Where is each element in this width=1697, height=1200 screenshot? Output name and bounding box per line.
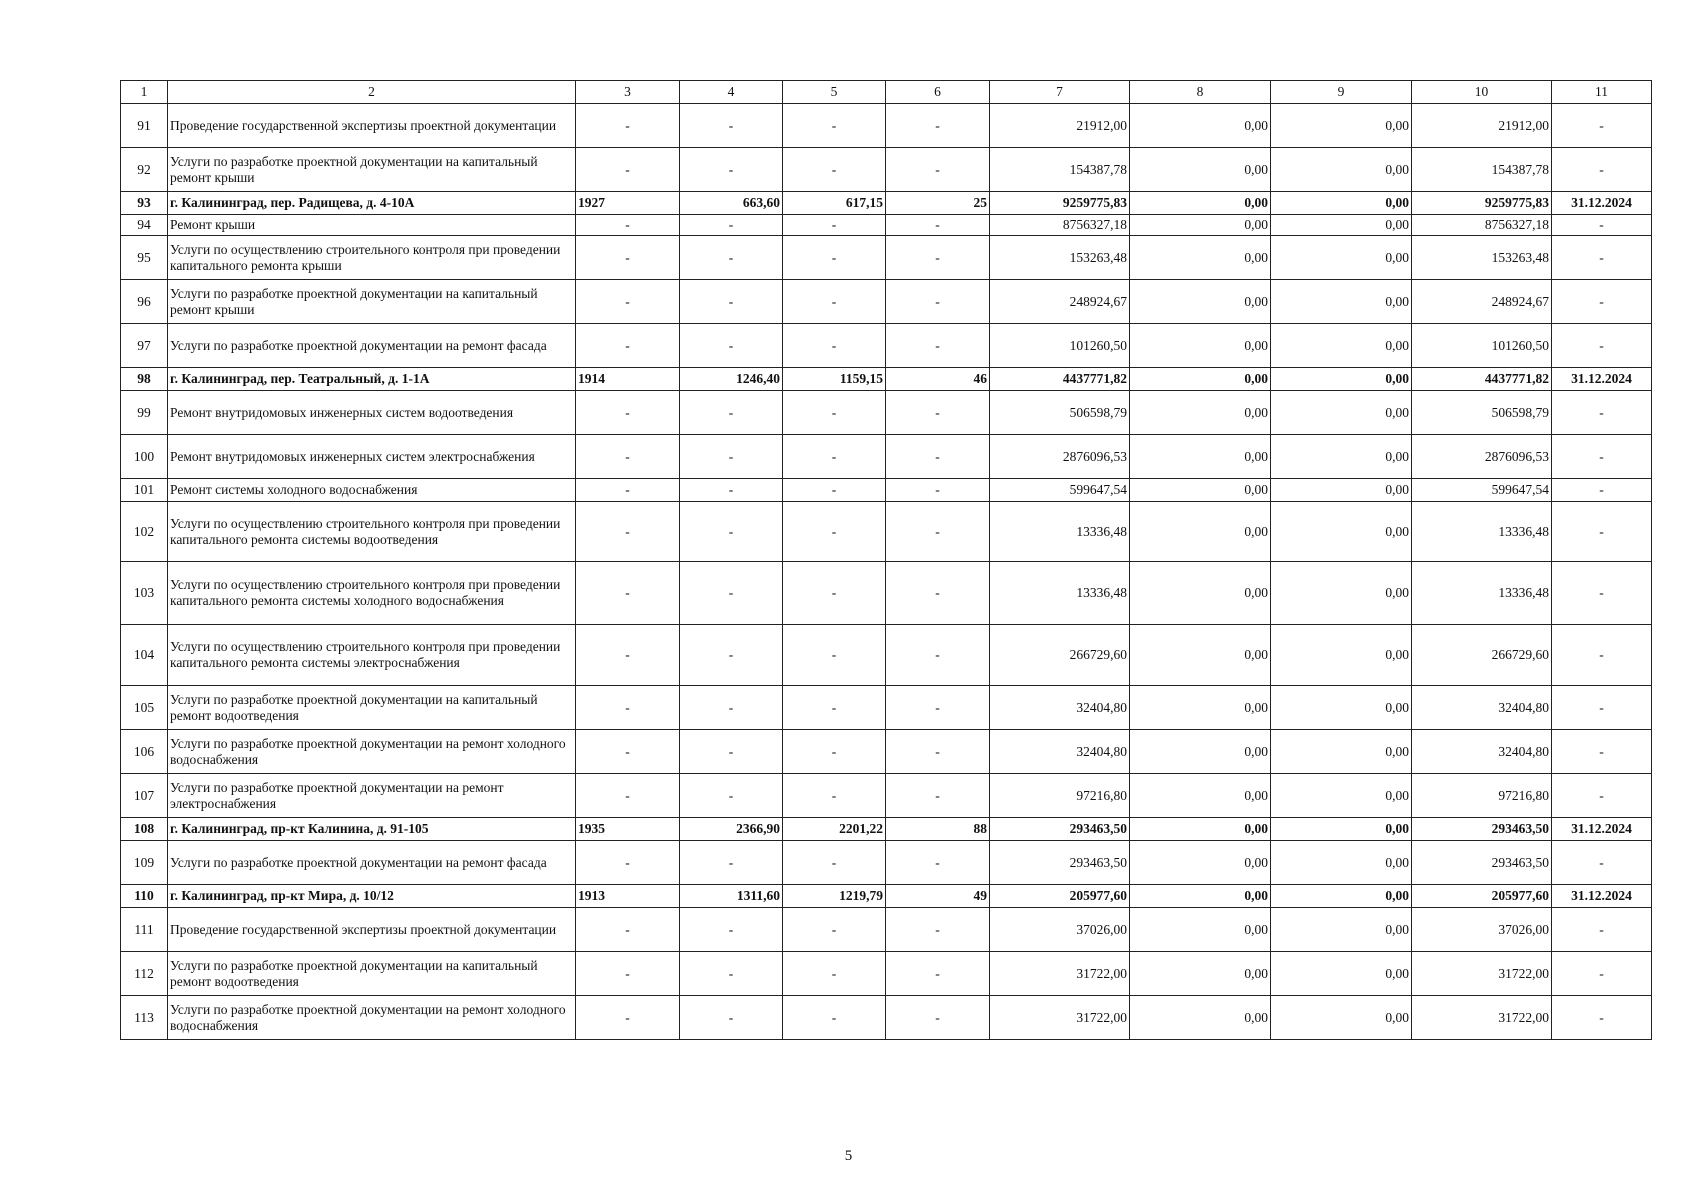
work-description-cell: Услуги по осуществлению строительного контроля при проведении капитального ремонта системы холодного водоснабжения (168, 562, 576, 625)
row-number-cell: 92 (121, 148, 168, 192)
work-description-cell: Услуги по разработке проектной документации на ремонт фасада (168, 324, 576, 368)
cost-col-10-cell: 101260,50 (1412, 324, 1552, 368)
residents-cell: 88 (886, 818, 990, 841)
row-number-cell: 96 (121, 280, 168, 324)
table-row (121, 391, 1652, 435)
row-number-cell: 104 (121, 625, 168, 686)
row-number-cell: 106 (121, 730, 168, 774)
build-year-cell: - (576, 908, 680, 952)
column-header: 3 (576, 81, 680, 104)
cost-col-8-cell: 0,00 (1130, 996, 1271, 1040)
cost-col-9-cell: 0,00 (1271, 686, 1412, 730)
row-number-cell: 105 (121, 686, 168, 730)
build-year-cell: - (576, 215, 680, 236)
cost-col-9-cell: 0,00 (1271, 192, 1412, 215)
build-year-cell: - (576, 996, 680, 1040)
completion-date-cell: - (1552, 324, 1652, 368)
residents-cell: - (886, 391, 990, 435)
residents-cell: - (886, 215, 990, 236)
total-area-cell: - (680, 236, 783, 280)
build-year-cell: - (576, 562, 680, 625)
build-year-cell: 1935 (576, 818, 680, 841)
completion-date-cell: - (1552, 435, 1652, 479)
living-area-cell: - (783, 479, 886, 502)
cost-col-10-cell: 153263,48 (1412, 236, 1552, 280)
total-cost-cell: 599647,54 (990, 479, 1130, 502)
cost-col-10-cell: 2876096,53 (1412, 435, 1552, 479)
cost-col-8-cell: 0,00 (1130, 562, 1271, 625)
completion-date-cell: - (1552, 479, 1652, 502)
cost-col-10-cell: 13336,48 (1412, 562, 1552, 625)
row-number-cell: 101 (121, 479, 168, 502)
completion-date-cell: 31.12.2024 (1552, 368, 1652, 391)
build-year-cell: 1927 (576, 192, 680, 215)
cost-col-8-cell: 0,00 (1130, 730, 1271, 774)
living-area-cell: - (783, 996, 886, 1040)
total-area-cell: - (680, 479, 783, 502)
total-cost-cell: 101260,50 (990, 324, 1130, 368)
residents-cell: - (886, 686, 990, 730)
cost-col-10-cell: 205977,60 (1412, 885, 1552, 908)
living-area-cell: - (783, 391, 886, 435)
living-area-cell: - (783, 841, 886, 885)
column-header: 9 (1271, 81, 1412, 104)
row-number-cell: 94 (121, 215, 168, 236)
residents-cell: - (886, 908, 990, 952)
residents-cell: - (886, 774, 990, 818)
living-area-cell: - (783, 952, 886, 996)
total-area-cell: 2366,90 (680, 818, 783, 841)
total-area-cell: - (680, 908, 783, 952)
total-cost-cell: 154387,78 (990, 148, 1130, 192)
total-area-cell: - (680, 625, 783, 686)
table-row (121, 562, 1652, 625)
work-description-cell: Услуги по разработке проектной документации на ремонт электроснабжения (168, 774, 576, 818)
living-area-cell: 1219,79 (783, 885, 886, 908)
table-row (121, 502, 1652, 562)
row-number-cell: 113 (121, 996, 168, 1040)
work-description-cell: Услуги по разработке проектной документации на ремонт холодного водоснабжения (168, 996, 576, 1040)
completion-date-cell: - (1552, 562, 1652, 625)
residents-cell: - (886, 625, 990, 686)
total-cost-cell: 266729,60 (990, 625, 1130, 686)
cost-col-8-cell: 0,00 (1130, 479, 1271, 502)
table-row (121, 686, 1652, 730)
table-row (121, 908, 1652, 952)
cost-col-8-cell: 0,00 (1130, 686, 1271, 730)
build-year-cell: - (576, 148, 680, 192)
total-cost-cell: 37026,00 (990, 908, 1130, 952)
build-year-cell: 1914 (576, 368, 680, 391)
total-area-cell: - (680, 391, 783, 435)
residents-cell: - (886, 236, 990, 280)
cost-col-9-cell: 0,00 (1271, 215, 1412, 236)
table-row (121, 479, 1652, 502)
page-number: 5 (844, 1148, 853, 1164)
table-row (121, 818, 1652, 841)
cost-col-9-cell: 0,00 (1271, 952, 1412, 996)
cost-col-9-cell: 0,00 (1271, 280, 1412, 324)
completion-date-cell: - (1552, 104, 1652, 148)
completion-date-cell: - (1552, 996, 1652, 1040)
build-year-cell: 1913 (576, 885, 680, 908)
cost-col-8-cell: 0,00 (1130, 391, 1271, 435)
table-row (121, 368, 1652, 391)
total-cost-cell: 9259775,83 (990, 192, 1130, 215)
work-description-cell: Услуги по осуществлению строительного контроля при проведении капитального ремонта системы электроснабжения (168, 625, 576, 686)
column-header: 8 (1130, 81, 1271, 104)
cost-col-8-cell: 0,00 (1130, 435, 1271, 479)
work-description-cell: г. Калининград, пр-кт Мира, д. 10/12 (168, 885, 576, 908)
work-description-cell: г. Калининград, пр-кт Калинина, д. 91-105 (168, 818, 576, 841)
work-description-cell: г. Калининград, пер. Театральный, д. 1-1А (168, 368, 576, 391)
row-number-cell: 110 (121, 885, 168, 908)
cost-col-9-cell: 0,00 (1271, 368, 1412, 391)
table-row (121, 730, 1652, 774)
work-description-cell: Ремонт системы холодного водоснабжения (168, 479, 576, 502)
cost-col-8-cell: 0,00 (1130, 236, 1271, 280)
work-description-cell: г. Калининград, пер. Радищева, д. 4-10А (168, 192, 576, 215)
cost-col-9-cell: 0,00 (1271, 625, 1412, 686)
total-area-cell: - (680, 280, 783, 324)
total-cost-cell: 13336,48 (990, 562, 1130, 625)
cost-col-9-cell: 0,00 (1271, 479, 1412, 502)
build-year-cell: - (576, 502, 680, 562)
cost-col-10-cell: 32404,80 (1412, 686, 1552, 730)
cost-col-9-cell: 0,00 (1271, 996, 1412, 1040)
cost-col-10-cell: 293463,50 (1412, 818, 1552, 841)
build-year-cell: - (576, 686, 680, 730)
total-area-cell: - (680, 774, 783, 818)
completion-date-cell: 31.12.2024 (1552, 818, 1652, 841)
table-row (121, 192, 1652, 215)
cost-col-9-cell: 0,00 (1271, 148, 1412, 192)
total-area-cell: - (680, 215, 783, 236)
completion-date-cell: - (1552, 730, 1652, 774)
row-number-cell: 100 (121, 435, 168, 479)
build-year-cell: - (576, 841, 680, 885)
completion-date-cell: - (1552, 952, 1652, 996)
column-header: 7 (990, 81, 1130, 104)
completion-date-cell: - (1552, 280, 1652, 324)
total-area-cell: 663,60 (680, 192, 783, 215)
cost-col-8-cell: 0,00 (1130, 368, 1271, 391)
cost-col-8-cell: 0,00 (1130, 908, 1271, 952)
living-area-cell: - (783, 562, 886, 625)
build-year-cell: - (576, 730, 680, 774)
work-description-cell: Услуги по разработке проектной документации на капитальный ремонт водоотведения (168, 952, 576, 996)
living-area-cell: - (783, 280, 886, 324)
cost-col-10-cell: 293463,50 (1412, 841, 1552, 885)
completion-date-cell: 31.12.2024 (1552, 192, 1652, 215)
cost-col-8-cell: 0,00 (1130, 215, 1271, 236)
table-row (121, 104, 1652, 148)
completion-date-cell: - (1552, 841, 1652, 885)
cost-col-8-cell: 0,00 (1130, 192, 1271, 215)
completion-date-cell: - (1552, 686, 1652, 730)
residents-cell: - (886, 479, 990, 502)
living-area-cell: - (783, 625, 886, 686)
residents-cell: - (886, 952, 990, 996)
row-number-cell: 107 (121, 774, 168, 818)
work-description-cell: Услуги по разработке проектной документации на капитальный ремонт крыши (168, 280, 576, 324)
cost-col-8-cell: 0,00 (1130, 952, 1271, 996)
build-year-cell: - (576, 280, 680, 324)
table-row (121, 236, 1652, 280)
row-number-cell: 99 (121, 391, 168, 435)
total-cost-cell: 2876096,53 (990, 435, 1130, 479)
table-row (121, 280, 1652, 324)
table-row (121, 952, 1652, 996)
row-number-cell: 103 (121, 562, 168, 625)
total-cost-cell: 31722,00 (990, 952, 1130, 996)
works-table (120, 80, 1652, 1040)
row-number-cell: 112 (121, 952, 168, 996)
table-row (121, 324, 1652, 368)
header-row (121, 81, 1652, 104)
table-row (121, 885, 1652, 908)
cost-col-9-cell: 0,00 (1271, 818, 1412, 841)
total-area-cell: - (680, 324, 783, 368)
cost-col-8-cell: 0,00 (1130, 324, 1271, 368)
work-description-cell: Услуги по разработке проектной документации на капитальный ремонт водоотведения (168, 686, 576, 730)
cost-col-10-cell: 599647,54 (1412, 479, 1552, 502)
completion-date-cell: - (1552, 908, 1652, 952)
build-year-cell: - (576, 952, 680, 996)
completion-date-cell: - (1552, 236, 1652, 280)
row-number-cell: 91 (121, 104, 168, 148)
completion-date-cell: - (1552, 774, 1652, 818)
living-area-cell: - (783, 148, 886, 192)
row-number-cell: 98 (121, 368, 168, 391)
total-cost-cell: 293463,50 (990, 818, 1130, 841)
total-area-cell: - (680, 502, 783, 562)
completion-date-cell: - (1552, 502, 1652, 562)
living-area-cell: 617,15 (783, 192, 886, 215)
build-year-cell: - (576, 391, 680, 435)
build-year-cell: - (576, 774, 680, 818)
table-row (121, 774, 1652, 818)
total-cost-cell: 8756327,18 (990, 215, 1130, 236)
column-header: 5 (783, 81, 886, 104)
cost-col-9-cell: 0,00 (1271, 236, 1412, 280)
cost-col-10-cell: 8756327,18 (1412, 215, 1552, 236)
build-year-cell: - (576, 479, 680, 502)
column-header: 1 (121, 81, 168, 104)
cost-col-8-cell: 0,00 (1130, 104, 1271, 148)
work-description-cell: Услуги по разработке проектной документации на капитальный ремонт крыши (168, 148, 576, 192)
table-row (121, 435, 1652, 479)
living-area-cell: - (783, 104, 886, 148)
living-area-cell: - (783, 502, 886, 562)
cost-col-8-cell: 0,00 (1130, 885, 1271, 908)
cost-col-10-cell: 97216,80 (1412, 774, 1552, 818)
work-description-cell: Ремонт внутридомовых инженерных систем электроснабжения (168, 435, 576, 479)
total-area-cell: - (680, 841, 783, 885)
column-header: 4 (680, 81, 783, 104)
living-area-cell: - (783, 236, 886, 280)
cost-col-10-cell: 31722,00 (1412, 996, 1552, 1040)
cost-col-9-cell: 0,00 (1271, 502, 1412, 562)
residents-cell: - (886, 324, 990, 368)
table-row (121, 148, 1652, 192)
table-row (121, 625, 1652, 686)
cost-col-10-cell: 248924,67 (1412, 280, 1552, 324)
total-area-cell: 1246,40 (680, 368, 783, 391)
work-description-cell: Проведение государственной экспертизы проектной документации (168, 104, 576, 148)
completion-date-cell: - (1552, 148, 1652, 192)
completion-date-cell: - (1552, 391, 1652, 435)
residents-cell: - (886, 562, 990, 625)
residents-cell: - (886, 841, 990, 885)
work-description-cell: Услуги по осуществлению строительного контроля при проведении капитального ремонта крыши (168, 236, 576, 280)
column-header: 10 (1412, 81, 1552, 104)
build-year-cell: - (576, 625, 680, 686)
total-area-cell: - (680, 996, 783, 1040)
build-year-cell: - (576, 104, 680, 148)
cost-col-9-cell: 0,00 (1271, 435, 1412, 479)
work-description-cell: Ремонт внутридомовых инженерных систем водоотведения (168, 391, 576, 435)
completion-date-cell: - (1552, 215, 1652, 236)
living-area-cell: - (783, 215, 886, 236)
cost-col-8-cell: 0,00 (1130, 280, 1271, 324)
row-number-cell: 93 (121, 192, 168, 215)
completion-date-cell: - (1552, 625, 1652, 686)
work-description-cell: Услуги по разработке проектной документации на ремонт холодного водоснабжения (168, 730, 576, 774)
total-cost-cell: 21912,00 (990, 104, 1130, 148)
living-area-cell: - (783, 435, 886, 479)
column-header: 2 (168, 81, 576, 104)
total-cost-cell: 293463,50 (990, 841, 1130, 885)
work-description-cell: Услуги по разработке проектной документации на ремонт фасада (168, 841, 576, 885)
table-row (121, 215, 1652, 236)
cost-col-8-cell: 0,00 (1130, 818, 1271, 841)
row-number-cell: 95 (121, 236, 168, 280)
column-header: 11 (1552, 81, 1652, 104)
residents-cell: - (886, 104, 990, 148)
table-row (121, 996, 1652, 1040)
cost-col-10-cell: 37026,00 (1412, 908, 1552, 952)
total-cost-cell: 205977,60 (990, 885, 1130, 908)
cost-col-10-cell: 21912,00 (1412, 104, 1552, 148)
total-cost-cell: 31722,00 (990, 996, 1130, 1040)
cost-col-8-cell: 0,00 (1130, 625, 1271, 686)
table-body (121, 104, 1652, 1040)
cost-col-9-cell: 0,00 (1271, 104, 1412, 148)
total-cost-cell: 32404,80 (990, 686, 1130, 730)
living-area-cell: 2201,22 (783, 818, 886, 841)
total-cost-cell: 13336,48 (990, 502, 1130, 562)
build-year-cell: - (576, 324, 680, 368)
cost-col-9-cell: 0,00 (1271, 562, 1412, 625)
work-description-cell: Проведение государственной экспертизы проектной документации (168, 908, 576, 952)
completion-date-cell: 31.12.2024 (1552, 885, 1652, 908)
living-area-cell: - (783, 730, 886, 774)
cost-col-8-cell: 0,00 (1130, 148, 1271, 192)
living-area-cell: - (783, 686, 886, 730)
living-area-cell: - (783, 774, 886, 818)
total-area-cell: - (680, 952, 783, 996)
cost-col-10-cell: 32404,80 (1412, 730, 1552, 774)
residents-cell: - (886, 996, 990, 1040)
total-cost-cell: 248924,67 (990, 280, 1130, 324)
total-area-cell: - (680, 730, 783, 774)
residents-cell: - (886, 730, 990, 774)
residents-cell: - (886, 280, 990, 324)
cost-col-10-cell: 9259775,83 (1412, 192, 1552, 215)
total-cost-cell: 97216,80 (990, 774, 1130, 818)
cost-col-9-cell: 0,00 (1271, 885, 1412, 908)
row-number-cell: 109 (121, 841, 168, 885)
living-area-cell: 1159,15 (783, 368, 886, 391)
living-area-cell: - (783, 324, 886, 368)
total-area-cell: - (680, 686, 783, 730)
total-area-cell: - (680, 562, 783, 625)
cost-col-10-cell: 13336,48 (1412, 502, 1552, 562)
cost-col-10-cell: 506598,79 (1412, 391, 1552, 435)
total-area-cell: - (680, 435, 783, 479)
residents-cell: 49 (886, 885, 990, 908)
cost-col-9-cell: 0,00 (1271, 391, 1412, 435)
cost-col-9-cell: 0,00 (1271, 730, 1412, 774)
total-cost-cell: 32404,80 (990, 730, 1130, 774)
work-description-cell: Ремонт крыши (168, 215, 576, 236)
living-area-cell: - (783, 908, 886, 952)
cost-col-9-cell: 0,00 (1271, 324, 1412, 368)
residents-cell: - (886, 148, 990, 192)
row-number-cell: 102 (121, 502, 168, 562)
total-area-cell: - (680, 104, 783, 148)
residents-cell: - (886, 502, 990, 562)
work-description-cell: Услуги по осуществлению строительного контроля при проведении капитального ремонта системы водоотведения (168, 502, 576, 562)
build-year-cell: - (576, 435, 680, 479)
cost-col-10-cell: 31722,00 (1412, 952, 1552, 996)
table-row (121, 841, 1652, 885)
cost-col-10-cell: 266729,60 (1412, 625, 1552, 686)
cost-col-8-cell: 0,00 (1130, 841, 1271, 885)
total-cost-cell: 506598,79 (990, 391, 1130, 435)
total-cost-cell: 153263,48 (990, 236, 1130, 280)
total-cost-cell: 4437771,82 (990, 368, 1130, 391)
cost-col-9-cell: 0,00 (1271, 908, 1412, 952)
residents-cell: 46 (886, 368, 990, 391)
residents-cell: - (886, 435, 990, 479)
column-header: 6 (886, 81, 990, 104)
row-number-cell: 111 (121, 908, 168, 952)
residents-cell: 25 (886, 192, 990, 215)
cost-col-10-cell: 4437771,82 (1412, 368, 1552, 391)
total-area-cell: - (680, 148, 783, 192)
row-number-cell: 97 (121, 324, 168, 368)
cost-col-9-cell: 0,00 (1271, 841, 1412, 885)
cost-col-10-cell: 154387,78 (1412, 148, 1552, 192)
build-year-cell: - (576, 236, 680, 280)
cost-col-8-cell: 0,00 (1130, 502, 1271, 562)
cost-col-8-cell: 0,00 (1130, 774, 1271, 818)
cost-col-9-cell: 0,00 (1271, 774, 1412, 818)
total-area-cell: 1311,60 (680, 885, 783, 908)
row-number-cell: 108 (121, 818, 168, 841)
